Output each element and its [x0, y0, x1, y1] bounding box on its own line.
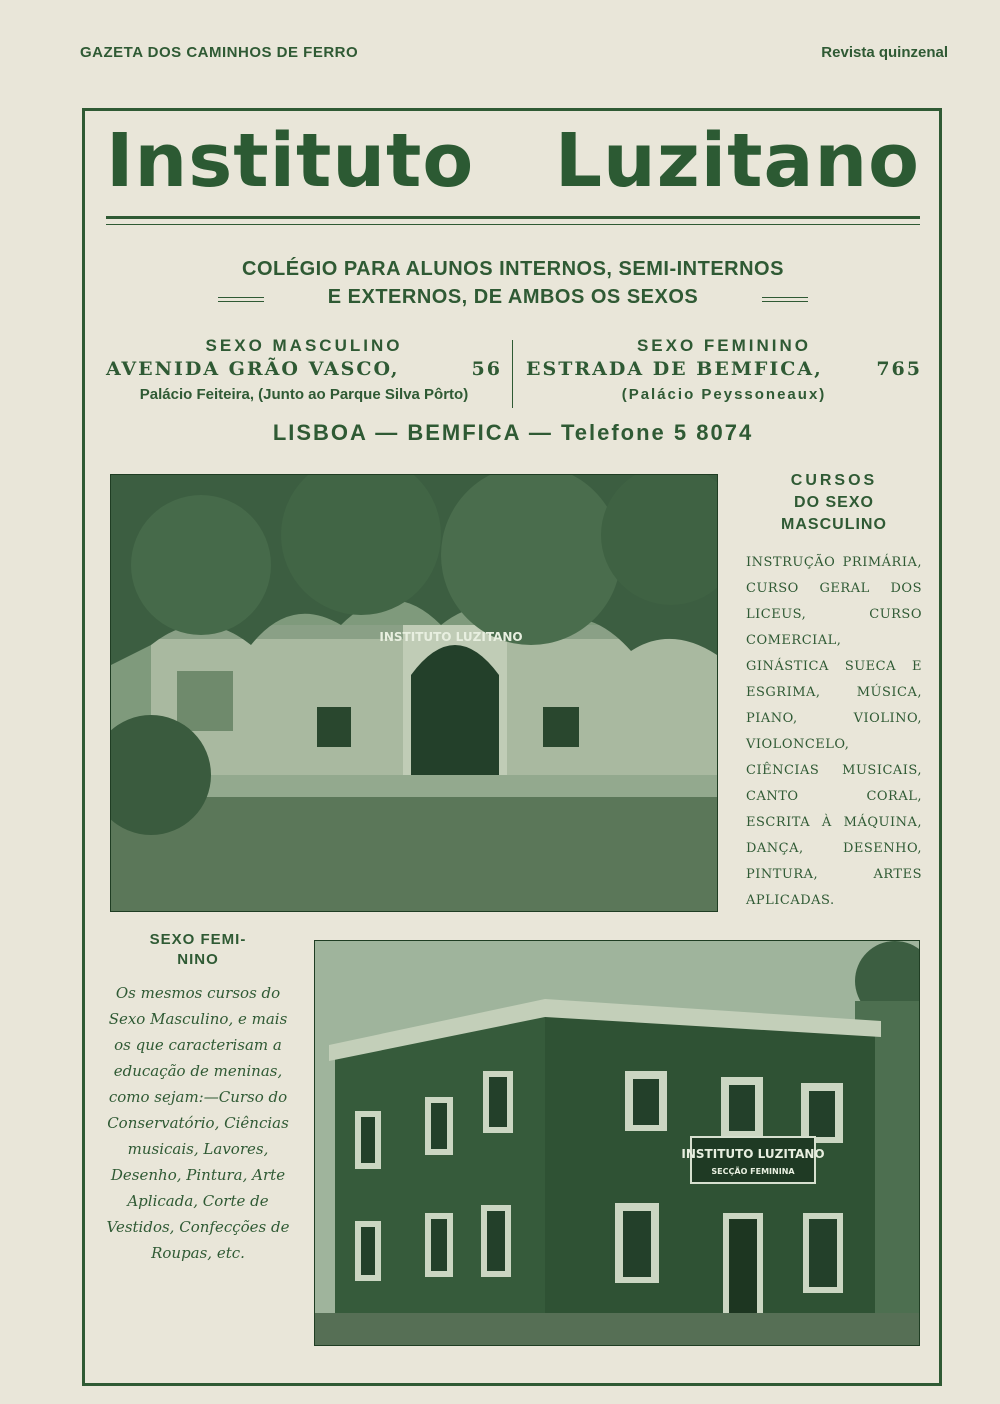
- subtitle-dash-right: [762, 297, 808, 302]
- city-phone-line: LISBOA — BEMFICA — Telefone 5 8074: [272, 420, 754, 445]
- subtitle-line-2: E EXTERNOS, DE AMBOS OS SEXOS: [327, 286, 699, 308]
- female-label: SEXO FEMININO: [636, 336, 812, 355]
- subtitle-line-1: COLÉGIO PARA ALUNOS INTERNOS, SEMI-INTERNOS: [242, 258, 784, 280]
- title-rule-thin: [106, 224, 920, 225]
- male-label: SEXO MASCULINO: [205, 336, 403, 355]
- female-note: (Palácio Peyssoneaux): [621, 386, 827, 403]
- courses-female-heading-2: NINO: [177, 951, 219, 968]
- male-note: Palácio Feiteira, (Junto ao Parque Silva Pôrto): [139, 386, 469, 403]
- female-street: ESTRADA DE BEMFICA,: [526, 358, 823, 380]
- subtitle-dash-left: [218, 297, 264, 302]
- female-photo-sign-2: SECÇÃO FEMININA: [711, 1167, 795, 1176]
- courses-male-heading-3: MASCULINO: [781, 516, 887, 533]
- male-street: AVENIDA GRÃO VASCO,: [106, 358, 400, 380]
- female-number: 765: [876, 358, 922, 380]
- female-building-photo: [314, 940, 920, 1346]
- male-street-line: [106, 358, 502, 380]
- journal-title: GAZETA DOS CAMINHOS DE FERRO: [80, 44, 359, 61]
- male-photo-sign: INSTITUTO LUZITANO: [379, 630, 523, 644]
- courses-male-heading-1: CURSOS: [790, 472, 878, 489]
- male-address-block: [106, 336, 502, 403]
- ad-title-word-2: Luzitano: [554, 118, 920, 204]
- courses-female-block: [100, 930, 296, 1266]
- title-rule: [106, 216, 920, 219]
- male-building-photo: [110, 474, 718, 912]
- male-number: 56: [471, 358, 502, 380]
- courses-male-block: [746, 470, 922, 914]
- female-photo-sign-1: INSTITUTO LUZITANO: [681, 1147, 825, 1161]
- journal-frequency: Revista quinzenal: [821, 44, 948, 61]
- female-street-line: [526, 358, 922, 380]
- ad-title-word-1: Instituto: [106, 118, 475, 204]
- female-building-illustration: [315, 941, 919, 1345]
- courses-male-heading-2: DO SEXO: [794, 494, 874, 511]
- ad-title: [106, 118, 920, 204]
- courses-male-text: INSTRUÇÃO PRIMÁRIA, CURSO GERAL DOS LICEUS, CURSO COMERCIAL, GINÁSTICA SUECA E ESGRIMA, MÚSICA, PIANO, VIOLINO, VIOLONCELO, CIÊNCIAS MUSICAIS, CANTO CORAL, ESCRITA À MÁQUINA, DANÇA, DESENHO, PINTURA, ARTES APLICADAS.: [746, 555, 922, 908]
- courses-female-text: Os mesmos cursos do Sexo Masculino, e mais os que caracterisam a educação de meninas, como sejam:—Curso do Conservatório, Ciências musicais, Lavores, Desenho, Pintura, Arte Aplicada, Corte de Vestidos, Confecções de Roupas, etc.: [106, 984, 290, 1262]
- address-separator: [512, 340, 513, 408]
- courses-female-heading-1: SEXO FEMI-: [149, 931, 247, 948]
- male-building-illustration: [111, 475, 717, 911]
- female-address-block: [526, 336, 922, 403]
